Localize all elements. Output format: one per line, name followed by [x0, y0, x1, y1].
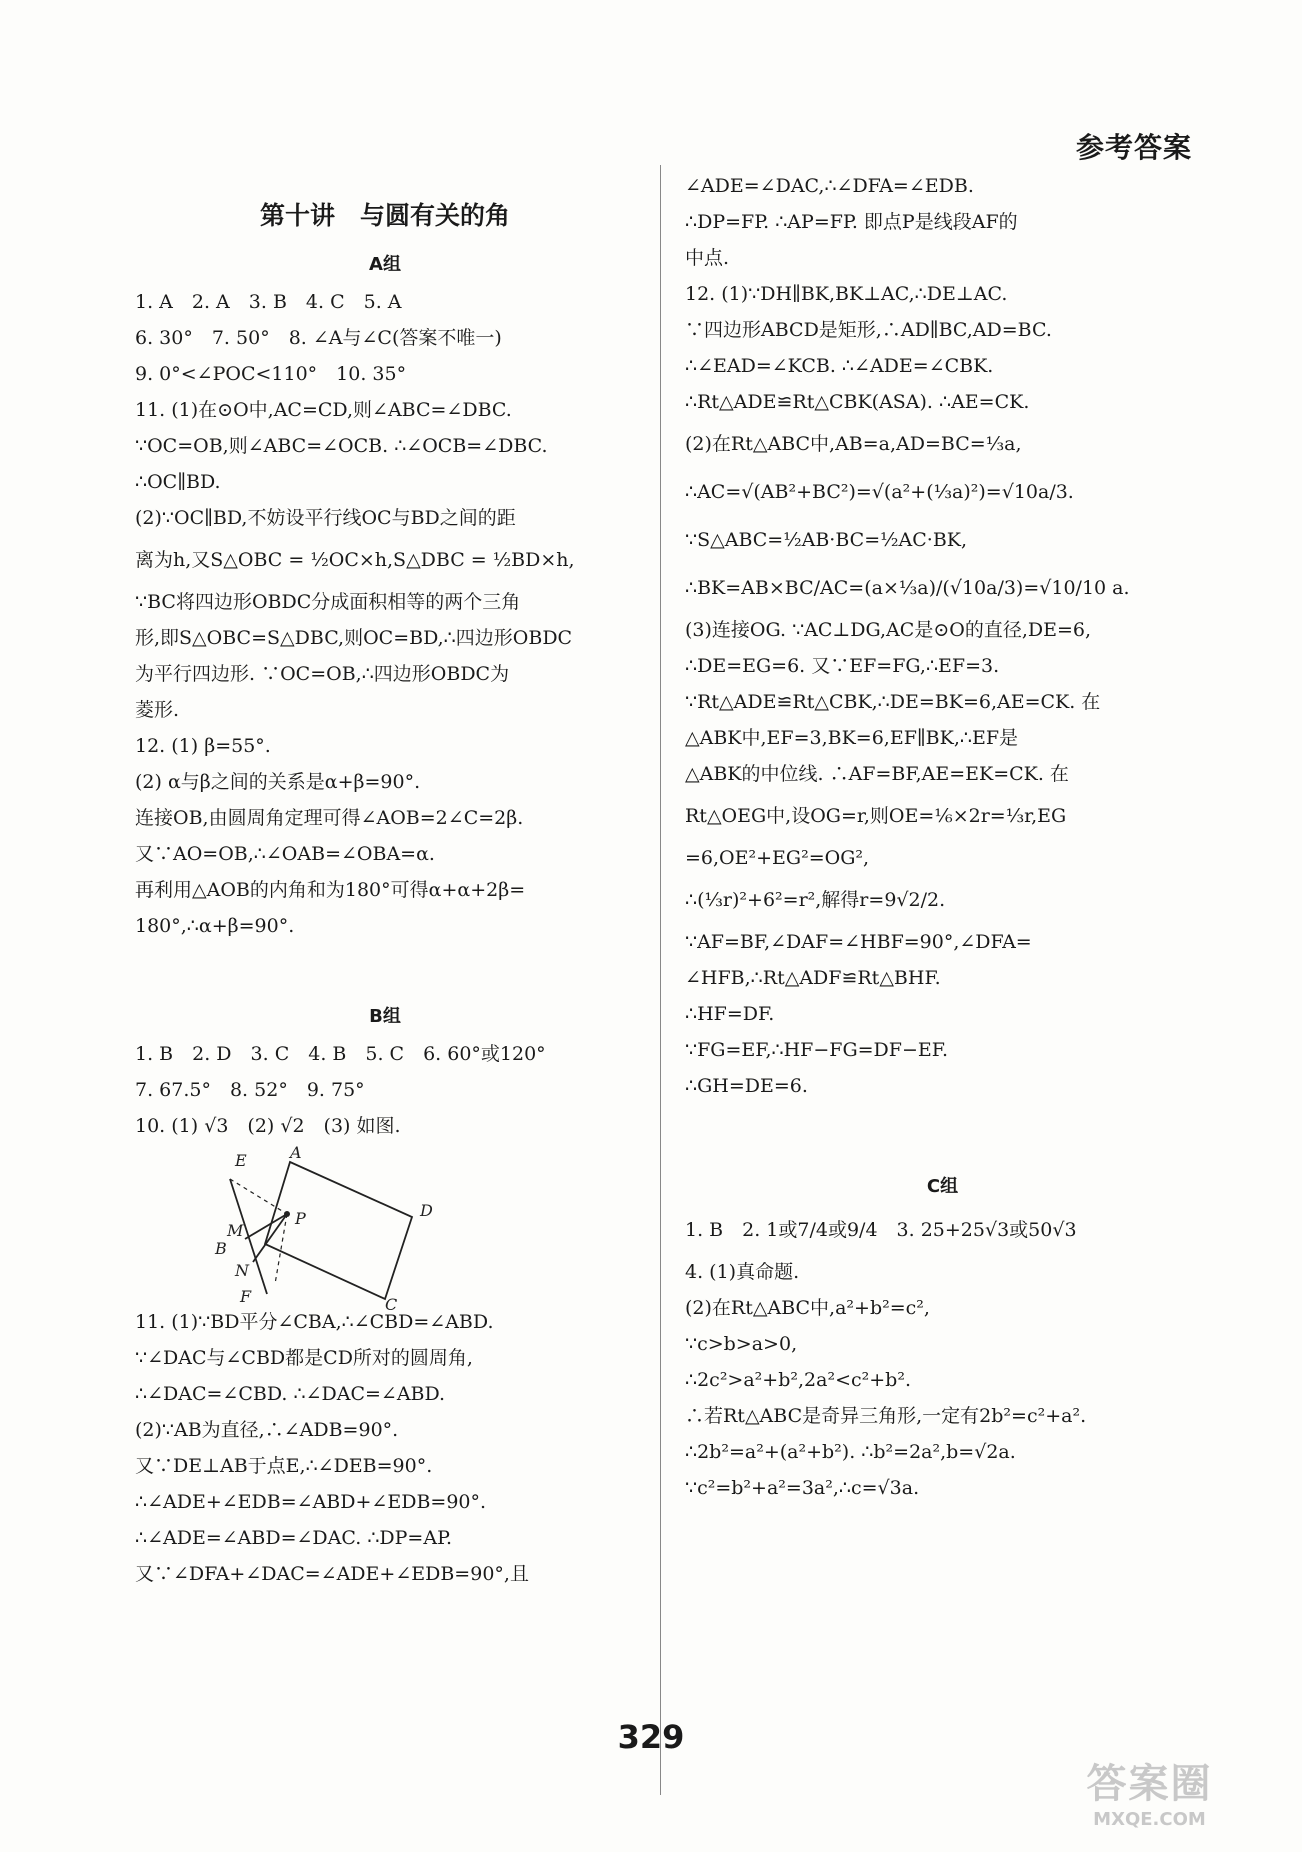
geometry-diagram [135, 1143, 635, 1314]
answer-line: (2)在Rt△ABC中,a²+b²=c², [685, 1297, 930, 1319]
answer-line: (2) α与β之间的关系是α+β=90°. [135, 771, 421, 793]
answer-line: (2)∵AB为直径,∴∠ADB=90°. [135, 1419, 399, 1441]
rectangle-abcd [265, 1162, 412, 1299]
answer-line: 7. 67.5° 8. 52° 9. 75° [135, 1079, 365, 1101]
group-b-heading: B组 [369, 1006, 401, 1027]
group-a-heading: A组 [369, 254, 401, 275]
answer-line: ∵c²=b²+a²=3a²,∴c=√3a. [685, 1477, 920, 1499]
answer-line: 4. (1)真命题. [685, 1261, 800, 1283]
answer-line: ∵c>b>a>0, [685, 1333, 798, 1355]
watermark-text: 答案圈 [1086, 1761, 1213, 1807]
answer-line: 形,即S△OBC=S△DBC,则OC=BD,∴四边形OBDC [135, 627, 573, 649]
answer-line: ∵Rt△ADE≌Rt△CBK,∴DE=BK=6,AE=CK. 在 [685, 691, 1101, 713]
answer-line: △ABK的中位线. ∴AF=BF,AE=EK=CK. 在 [685, 763, 1069, 785]
rectangle-figure [135, 1143, 635, 1314]
answer-line: 180°,∴α+β=90°. [135, 915, 295, 937]
answer-line: ∵四边形ABCD是矩形,∴AD∥BC,AD=BC. [685, 319, 1052, 341]
label-m: M [227, 1221, 244, 1240]
answer-line: 菱形. [135, 699, 180, 721]
answer-line: (2)在Rt△ABC中,AB=a,AD=BC=⅓a, [685, 433, 1022, 455]
left-column [135, 168, 635, 1592]
answer-line: 9. 0°<∠POC<110° 10. 35° [135, 363, 407, 385]
answer-line: 12. (1)∵DH∥BK,BK⊥AC,∴DE⊥AC. [685, 283, 1008, 305]
page-header: 参考答案 [1075, 131, 1192, 164]
answer-line: 又∵AO=OB,∴∠OAB=∠OBA=α. [135, 843, 435, 865]
lecture-title: 第十讲 与圆有关的角 [259, 201, 510, 230]
answer-line: 再利用△AOB的内角和为180°可得α+α+2β= [135, 879, 526, 901]
answer-line: ∴2b²=a²+(a²+b²). ∴b²=2a²,b=√2a. [685, 1441, 1016, 1463]
answer-line: 11. (1)∵BD平分∠CBA,∴∠CBD=∠ABD. [135, 1311, 494, 1333]
group-c-answers [685, 1206, 1200, 1506]
answer-line: ∴OC∥BD. [135, 471, 221, 493]
answer-line: ∴GH=DE=6. [685, 1075, 808, 1097]
answer-line: 中点. [685, 247, 730, 269]
segment-np [253, 1214, 287, 1262]
answer-line: ∴若Rt△ABC是奇异三角形,一定有2b²=c²+a². [685, 1405, 1087, 1427]
label-e: E [235, 1151, 247, 1170]
label-p: P [295, 1209, 306, 1228]
answer-line: 1. B 2. 1或7/4或9/4 3. 25+25√3或50√3 [685, 1219, 1077, 1241]
label-n: N [235, 1261, 249, 1280]
answer-line: ∵OC=OB,则∠ABC=∠OCB. ∴∠OCB=∠DBC. [135, 435, 548, 457]
label-b: B [215, 1239, 227, 1258]
answer-line: ∴AC=√(AB²+BC²)=√(a²+(⅓a)²)=√10a/3. [685, 481, 1074, 503]
group-b-answers-top [135, 1036, 635, 1144]
answer-line: ∵S△ABC=½AB·BC=½AC·BK, [685, 529, 968, 551]
label-c: C [385, 1295, 398, 1314]
answer-line: ∵AF=BF,∠DAF=∠HBF=90°,∠DFA= [685, 931, 1032, 953]
answer-line: 12. (1) β=55°. [135, 735, 271, 757]
answer-line: 10. (1) √3 (2) √2 (3) 如图. [135, 1115, 401, 1137]
answer-line: =6,OE²+EG²=OG², [685, 847, 870, 869]
answer-line: ∴∠ADE+∠EDB=∠ABD+∠EDB=90°. [135, 1491, 487, 1513]
watermark-logo [1057, 1752, 1242, 1842]
answer-line: ∠HFB,∴Rt△ADF≌Rt△BHF. [685, 967, 941, 989]
answer-line: ∴∠ADE=∠ABD=∠DAC. ∴DP=AP. [135, 1527, 453, 1549]
column-divider [660, 165, 661, 1795]
answer-line: 11. (1)在⊙O中,AC=CD,则∠ABC=∠DBC. [135, 399, 512, 421]
answer-line: ∵∠DAC与∠CBD都是CD所对的圆周角, [135, 1347, 473, 1369]
answer-line: 又∵DE⊥AB于点E,∴∠DEB=90°. [135, 1455, 433, 1477]
answer-line: ∴DE=EG=6. 又∵EF=FG,∴EF=3. [685, 655, 1000, 677]
answer-line: Rt△OEG中,设OG=r,则OE=⅙×2r=⅓r,EG [685, 805, 1067, 827]
answer-line: 又∵∠DFA+∠DAC=∠ADE+∠EDB=90°,且 [135, 1563, 529, 1585]
label-d: D [420, 1201, 433, 1220]
answer-line: 6. 30° 7. 50° 8. ∠A与∠C(答案不唯一) [135, 327, 502, 349]
answer-line: 离为h,又S△OBC = ½OC×h,S△DBC = ½BD×h, [135, 549, 575, 571]
group-b-answers-bottom [135, 1304, 635, 1592]
right-answers [685, 168, 1200, 1104]
group-c-heading: C组 [926, 1176, 959, 1197]
answer-line: △ABK中,EF=3,BK=6,EF∥BK,∴EF是 [685, 727, 1019, 749]
answer-line: ∴DP=FP. ∴AP=FP. 即点P是线段AF的 [685, 211, 1018, 233]
answer-line: ∴Rt△ADE≌Rt△CBK(ASA). ∴AE=CK. [685, 391, 1030, 413]
answer-line: 1. A 2. A 3. B 4. C 5. A [135, 291, 402, 313]
segment-mp [245, 1214, 287, 1239]
page-number: 329 [617, 1718, 685, 1756]
answer-line: 为平行四边形. ∵OC=OB,∴四边形OBDC为 [135, 663, 510, 685]
label-a: A [290, 1143, 302, 1162]
group-a-answers [135, 284, 635, 944]
answer-line: (2)∵OC∥BD,不妨设平行线OC与BD之间的距 [135, 507, 516, 529]
answer-line: ∴∠DAC=∠CBD. ∴∠DAC=∠ABD. [135, 1383, 446, 1405]
right-column [685, 168, 1200, 1506]
answer-line: ∴2c²>a²+b²,2a²<c²+b². [685, 1369, 911, 1391]
answer-line: 1. B 2. D 3. C 4. B 5. C 6. 60°或120° [135, 1043, 546, 1065]
answer-line: (3)连接OG. ∵AC⊥DG,AC是⊙O的直径,DE=6, [685, 619, 1092, 641]
watermark-url: MXQE.COM [1093, 1809, 1206, 1830]
answer-line: ∵BC将四边形OBDC分成面积相等的两个三角 [135, 591, 521, 613]
answer-line: ∴HF=DF. [685, 1003, 775, 1025]
answer-line: ∴∠EAD=∠KCB. ∴∠ADE=∠CBK. [685, 355, 994, 377]
label-f: F [240, 1287, 252, 1306]
answer-line: ∠ADE=∠DAC,∴∠DFA=∠EDB. [685, 175, 974, 197]
answer-line: ∵FG=EF,∴HF−FG=DF−EF. [685, 1039, 949, 1061]
answer-line: ∴BK=AB×BC/AC=(a×⅓a)/(√10a/3)=√10/10 a. [685, 577, 1130, 599]
answer-line: ∴(⅓r)²+6²=r²,解得r=9√2/2. [685, 889, 946, 911]
answer-line: 连接OB,由圆周角定理可得∠AOB=2∠C=2β. [135, 807, 524, 829]
